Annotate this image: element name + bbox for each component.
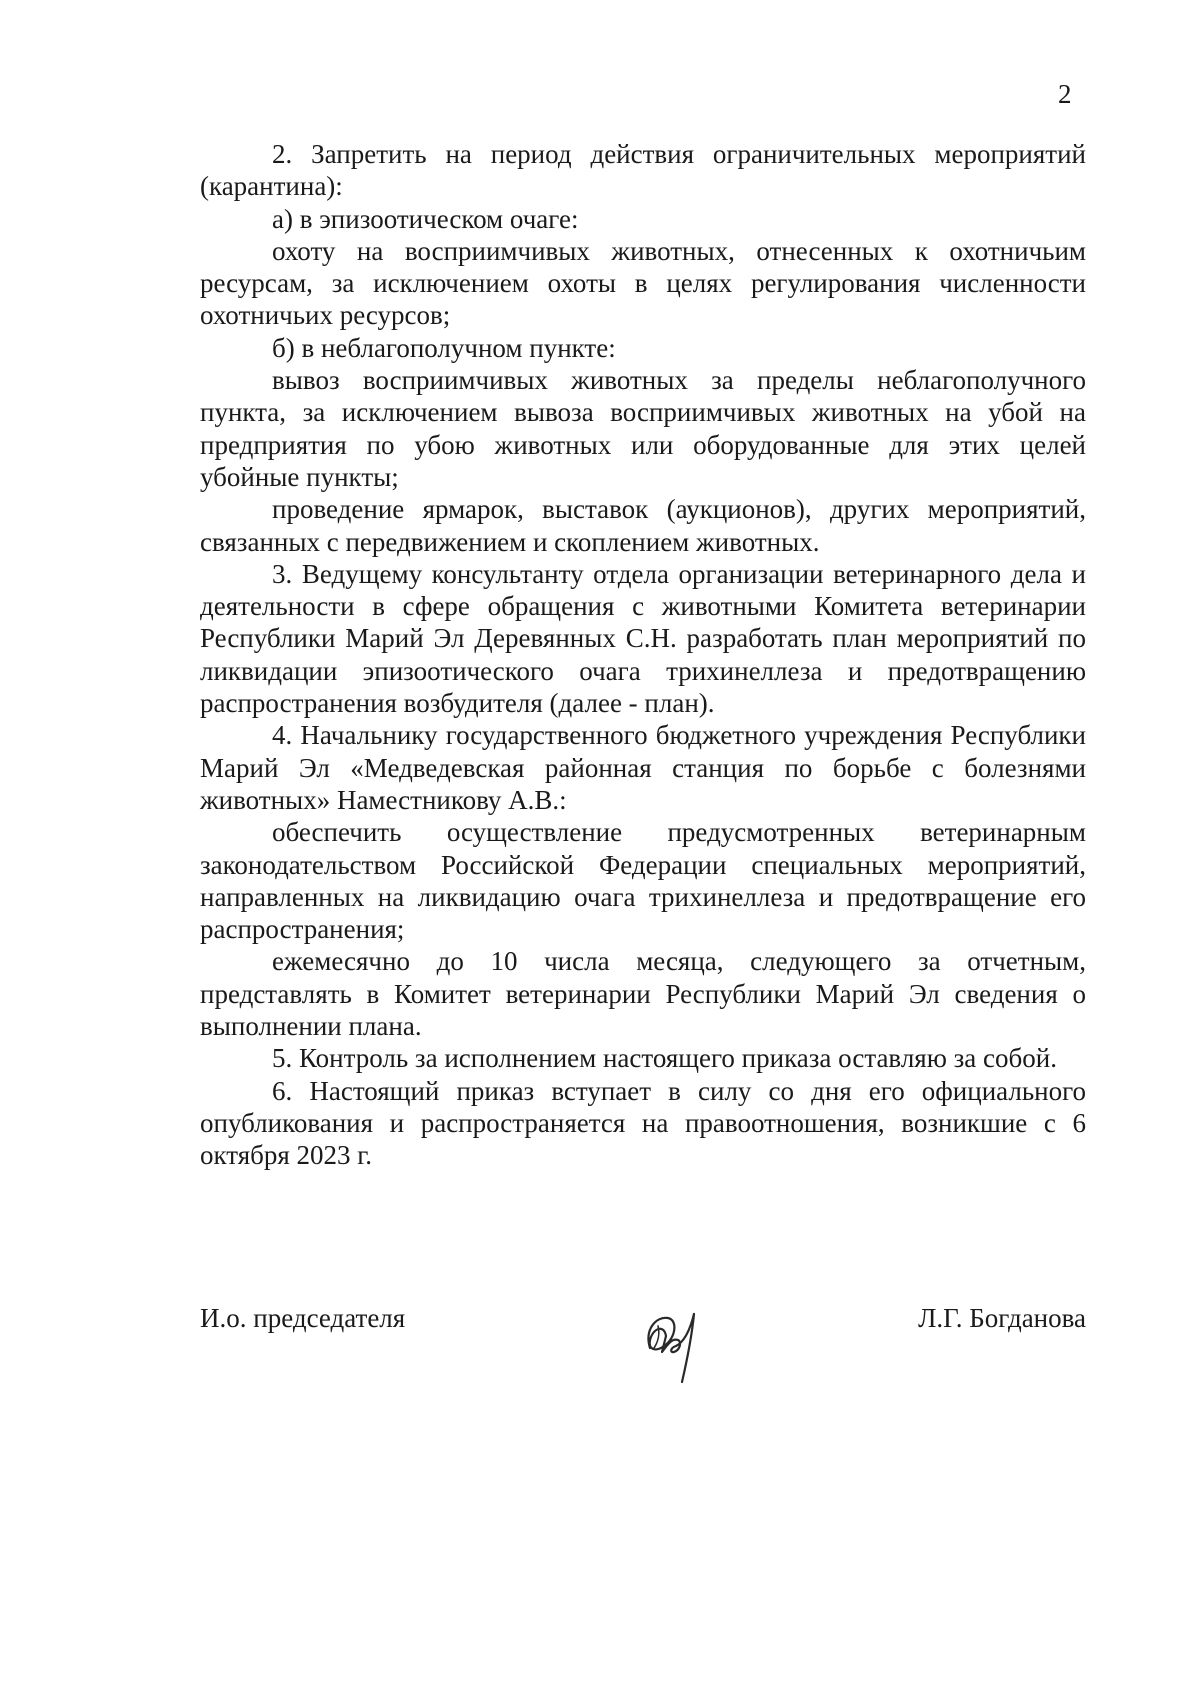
paragraph-monthly-report: ежемесячно до 10 числа месяца, следующего за отчетным, представлять в Комитет ветеринарии Республики Марий Эл сведения о выполнении плана. [200, 946, 1086, 1042]
handwritten-signature-icon [620, 1290, 720, 1390]
page-number: 2 [1058, 79, 1072, 109]
paragraph-item-3: 3. Ведущему консультанту отдела организации ветеринарного дела и деятельности в сфере обращения с животными Комитета ветеринарии Республики Марий Эл Деревянных С.Н. разработать план мероприятий по ликвидации эпизоотического очага трихинеллеза и предотвращению распространения возбудителя (далее - план). [200, 558, 1086, 719]
paragraph-item-4: 4. Начальнику государственного бюджетного учреждения Республики Марий Эл «Медведевская районная станция по борьбе с болезнями животных» Наместникову А.В.: [200, 720, 1086, 815]
paragraph-item-2b: б) в неблагополучном пункте: [272, 332, 616, 363]
paragraph-item-5: 5. Контроль за исполнением настоящего приказа оставляю за собой. [272, 1043, 1057, 1074]
paragraph-animal-export-ban: вывоз восприимчивых животных за пределы неблагополучного пункта, за исключением вывоза восприимчивых животных на убой на предприятия по убою животных или оборудованные для этих целей убойные пункты; [200, 365, 1086, 492]
signatory-name: Л.Г. Богданова [918, 1303, 1086, 1333]
paragraph-hunting-ban: охоту на восприимчивых животных, отнесенных к охотничьим ресурсам, за исключением охоты в целях регулирования численности охотничьих ресурсов; [200, 235, 1086, 331]
signature-block [200, 1290, 1086, 1400]
paragraph-fairs-ban: проведение ярмарок, выставок (аукционов), других мероприятий, связанных с передвижением и скоплением животных. [200, 494, 1086, 557]
paragraph-item-2: 2. Запретить на период действия ограничительных мероприятий (карантина): [200, 139, 1086, 202]
document-body [200, 138, 1086, 1172]
paragraph-item-6: 6. Настоящий приказ вступает в силу со дня его официального опубликования и распространяется на правоотношения, возникшие с 6 октября 2023 г. [200, 1075, 1086, 1171]
paragraph-ensure-measures: обеспечить осуществление предусмотренных ветеринарным законодательством Российской Федерации специальных мероприятий, направленных на ликвидацию очага трихинеллеза и предотвращение его распространения; [200, 817, 1086, 945]
paragraph-item-2a: а) в эпизоотическом очаге: [272, 203, 579, 234]
signatory-position: И.о. председателя [200, 1303, 406, 1333]
